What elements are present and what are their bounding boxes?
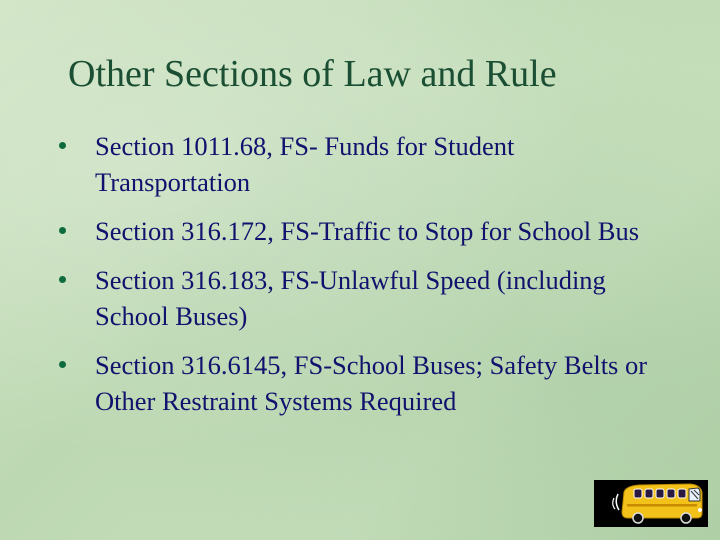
bullet-list: [54, 128, 674, 432]
bullet-item: [54, 262, 674, 334]
bullet-dot-icon: [59, 361, 66, 368]
bullet-text: Section 316.172, FS-Traffic to Stop for School Bus: [95, 216, 640, 246]
bullet-text: Section 316.6145, FS-School Buses; Safety Belts or Other Restraint Systems Required: [95, 350, 648, 416]
bullet-text: Section 1011.68, FS- Funds for Student Transportation: [95, 131, 515, 197]
school-bus-icon: [594, 480, 708, 527]
bullet-item: [54, 347, 674, 419]
bullet-dot-icon: [59, 227, 66, 234]
bullet-text: Section 316.183, FS-Unlawful Speed (including School Buses): [95, 265, 606, 331]
bullet-item: [54, 213, 674, 249]
bullet-item: [54, 128, 674, 200]
slide-title: Other Sections of Law and Rule: [68, 53, 557, 95]
bullet-dot-icon: [59, 142, 66, 149]
school-bus-image: [594, 480, 708, 527]
bullet-dot-icon: [59, 276, 66, 283]
